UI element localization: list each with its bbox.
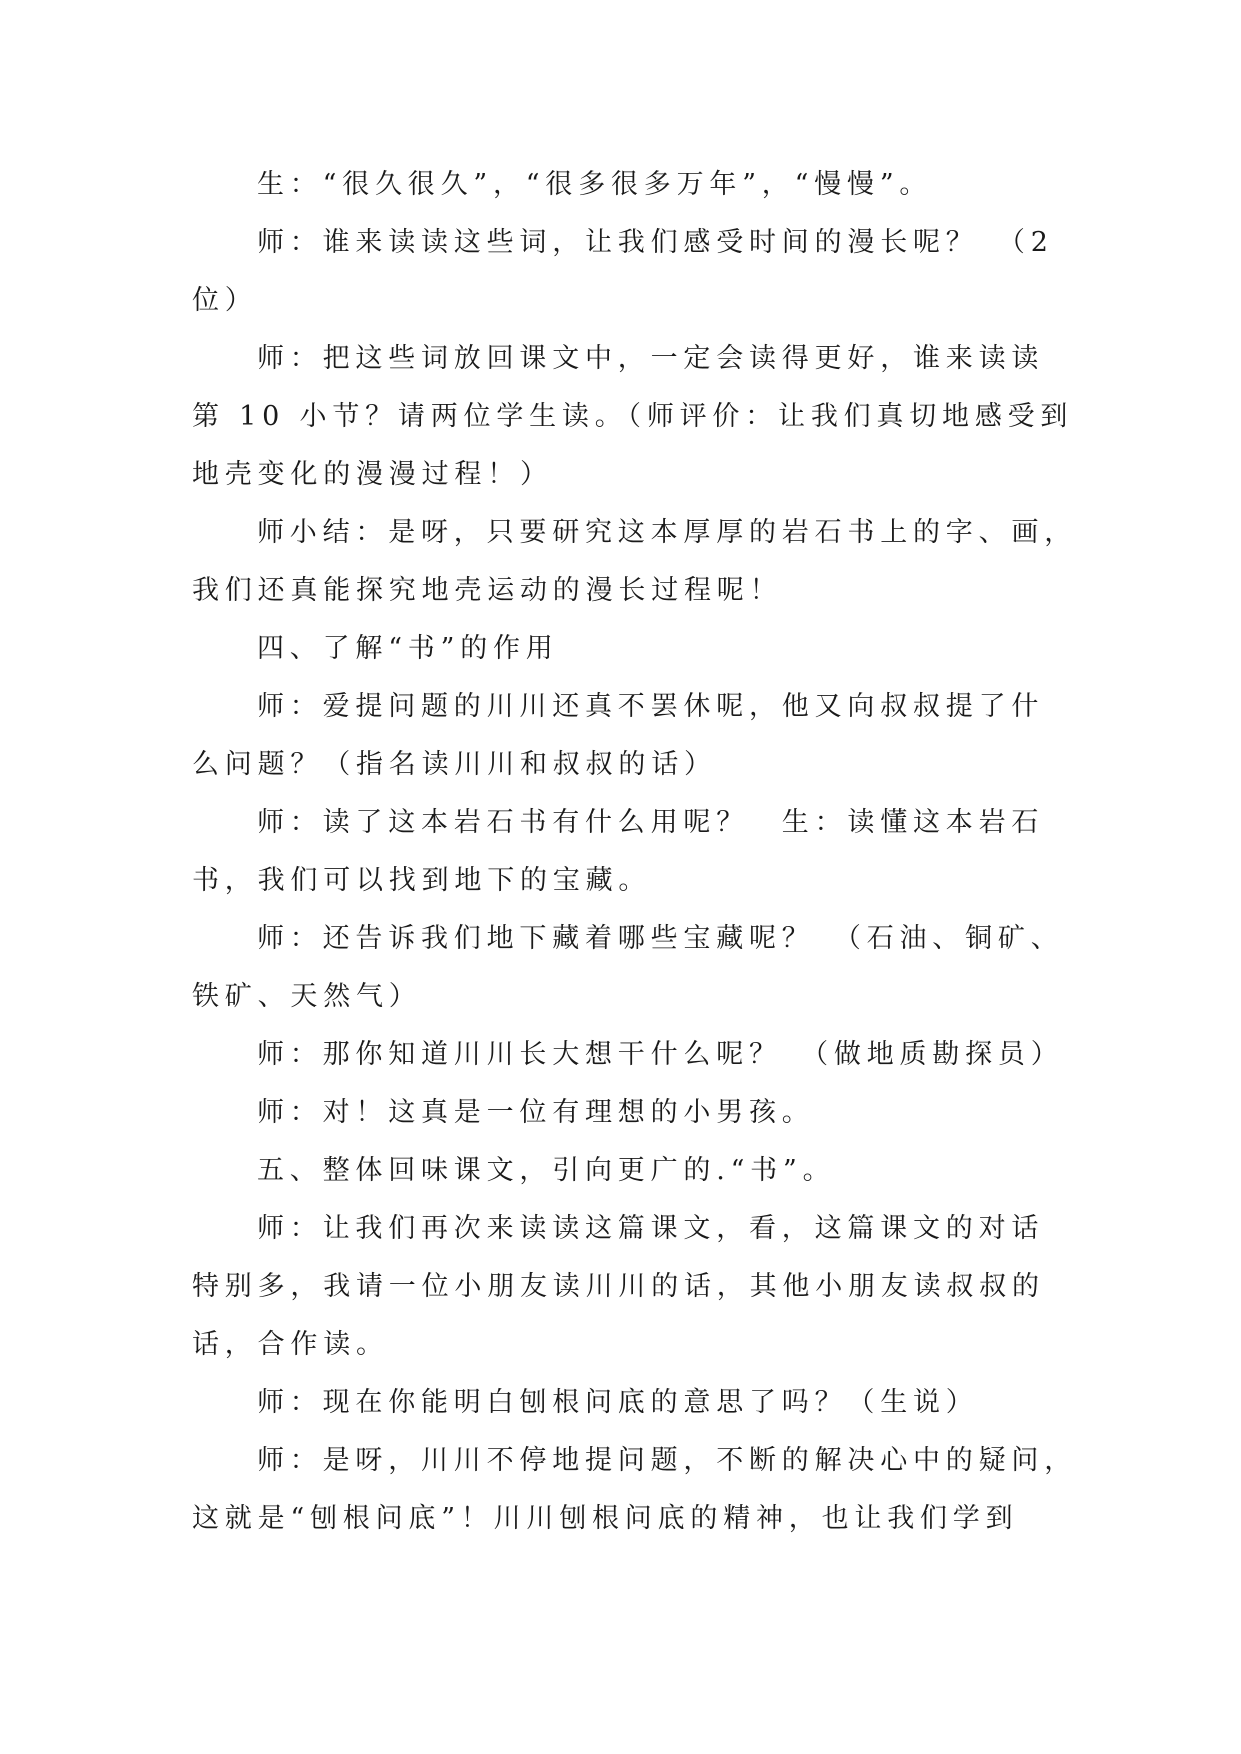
text-line: 这就是“刨根问底”！川川刨根问底的精神，也让我们学到 — [192, 1503, 1019, 1534]
paragraph — [192, 678, 1112, 794]
paragraph — [192, 1374, 1112, 1432]
paragraph — [192, 330, 1112, 504]
text-line: 师：让我们再次来读读这篇课文，看，这篇课文的对话 — [257, 1213, 1045, 1244]
text-line: 师：那你知道川川长大想干什么呢？ （做地质勘探员） — [257, 1039, 1064, 1070]
paragraph — [192, 1084, 1112, 1142]
heading-line: 四、了解“书”的作用 — [257, 633, 559, 664]
paragraph — [192, 504, 1112, 620]
paragraph — [192, 214, 1112, 330]
text-line: 位） — [192, 285, 258, 316]
text-line: 铁矿、天然气） — [192, 981, 422, 1012]
text-line: 书，我们可以找到地下的宝藏。 — [192, 865, 652, 896]
text-line: 话，合作读。 — [192, 1329, 389, 1360]
text-line: 师：还告诉我们地下藏着哪些宝藏呢？ （石油、铜矿、 — [257, 923, 1064, 954]
text-line: 师：谁来读读这些词，让我们感受时间的漫长呢？ （2 — [257, 227, 1054, 258]
text-line: 师：现在你能明白刨根问底的意思了吗？（生说） — [257, 1387, 979, 1418]
paragraph — [192, 1026, 1112, 1084]
paragraph — [192, 794, 1112, 910]
paragraph — [192, 156, 1112, 214]
text-line: 师：爱提问题的川川还真不罢休呢，他又向叔叔提了什 — [257, 691, 1045, 722]
text-line: 师：是呀，川川不停地提问题，不断的解决心中的疑问， — [257, 1445, 1077, 1476]
paragraph — [192, 1432, 1112, 1548]
text-line: 生：“很久很久”，“很多很多万年”，“慢慢”。 — [257, 169, 933, 200]
heading-line: 五、整体回味课文，引向更广的.“书”。 — [257, 1155, 836, 1186]
paragraph — [192, 910, 1112, 1026]
text-line: 师：读了这本岩石书有什么用呢？ 生：读懂这本岩石 — [257, 807, 1045, 838]
text-line: 我们还真能探究地壳运动的漫长过程呢！ — [192, 575, 783, 606]
text-line: 第 10 小节？请两位学生读。（师评价：让我们真切地感受到 — [192, 401, 1074, 432]
text-line: 地壳变化的漫漫过程！） — [192, 459, 553, 490]
document-body — [192, 156, 1112, 1548]
paragraph — [192, 1200, 1112, 1374]
text-line: 师：把这些词放回课文中，一定会读得更好，谁来读读 — [257, 343, 1045, 374]
section-heading — [192, 1142, 1112, 1200]
section-heading — [192, 620, 1112, 678]
text-line: 师小结：是呀，只要研究这本厚厚的岩石书上的字、画， — [257, 517, 1077, 548]
text-line: 特别多，我请一位小朋友读川川的话，其他小朋友读叔叔的 — [192, 1271, 1045, 1302]
text-line: 么问题？（指名读川川和叔叔的话） — [192, 749, 717, 780]
text-line: 师：对！这真是一位有理想的小男孩。 — [257, 1097, 815, 1128]
